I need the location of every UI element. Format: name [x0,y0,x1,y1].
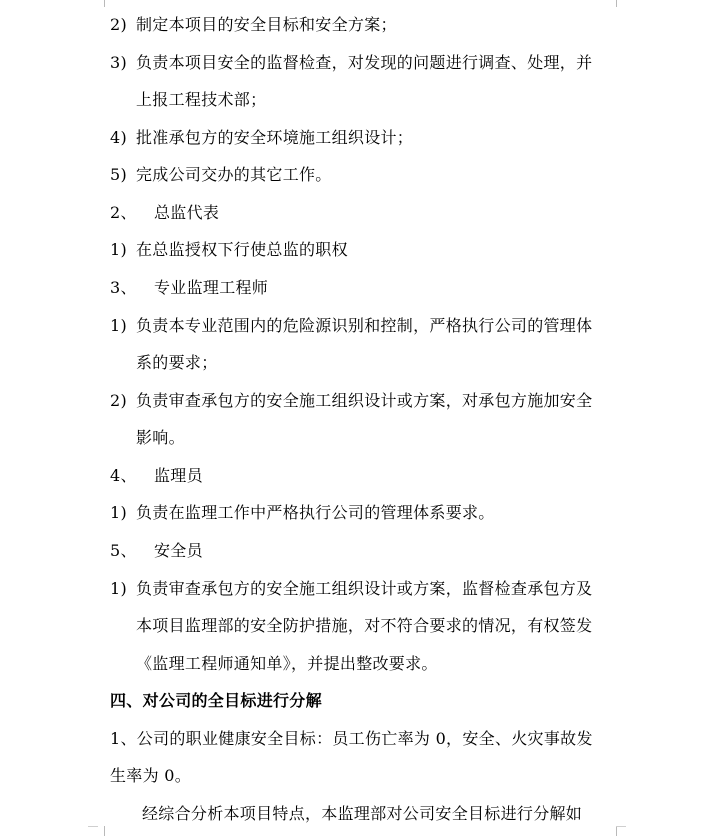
item-number: 1) [110,240,128,259]
item-text: 影响。 [136,428,185,447]
section-heading [110,200,219,223]
paragraph-line: 1、公司的职业健康安全目标：员工伤亡率为 0，安全、火灾事故发 [110,729,593,748]
list-item-continuation [110,425,185,448]
section-heading [110,463,203,486]
item-text: 负责审查承包方的安全施工组织设计或方案，对承包方施加安全 [136,391,593,410]
item-number: 1) [110,579,128,598]
item-text: 负责在监理工作中严格执行公司的管理体系要求。 [136,503,495,522]
page-margin-mark [616,826,626,827]
item-text: 批准承包方的安全环境施工组织设计； [136,128,414,147]
item-text: 负责审查承包方的安全施工组织设计或方案，监督检查承包方及 [136,579,593,598]
list-item-continuation [110,651,438,674]
section-title: 总监代表 [154,203,220,222]
item-text: 《监理工程师通知单》，并提出整改要求。 [136,654,438,673]
paragraph-line: 生率为 0。 [110,766,192,785]
item-number: 1) [110,503,128,522]
list-item [110,125,413,148]
item-text: 负责本项目安全的监督检查，对发现的问题进行调查、处理，并 [136,53,593,72]
paragraph-line: 经综合分析本项目特点，本监理部对公司安全目标进行分解如 [142,804,583,823]
section-title: 专业监理工程师 [154,278,269,297]
chapter-heading: 四、对公司的全目标进行分解 [110,691,322,710]
list-item [110,12,397,35]
section-heading [110,538,203,561]
section-number: 4、 [110,466,137,485]
item-number: 5) [110,165,128,184]
list-item [110,50,592,73]
item-number: 4) [110,128,128,147]
section-title: 监理员 [154,466,203,485]
item-number: 2) [110,15,128,34]
list-item [110,237,348,260]
page-corner-mark [97,0,105,7]
item-text: 制定本项目的安全目标和安全方案； [136,15,397,34]
page-margin-mark [88,826,98,827]
item-text: 完成公司交办的其它工作。 [136,165,332,184]
item-number: 1) [110,316,128,335]
list-item-continuation [110,613,592,636]
section-number: 5、 [110,541,137,560]
page-corner-mark [97,826,105,836]
list-item [110,162,332,185]
list-item-continuation [110,350,218,373]
item-number: 2) [110,391,128,410]
item-text: 负责本专业范围内的危险源识别和控制，严格执行公司的管理体 [136,316,593,335]
section-number: 2、 [110,203,137,222]
section-heading [110,275,268,298]
item-number: 3) [110,53,128,72]
item-text: 系的要求； [136,353,218,372]
list-item [110,576,592,599]
section-number: 3、 [110,278,137,297]
section-title: 安全员 [154,541,203,560]
list-item [110,388,592,411]
list-item [110,500,495,523]
page-corner-mark [616,0,624,7]
page-corner-mark [616,826,624,836]
item-text: 本项目监理部的安全防护措施，对不符合要求的情况，有权签发 [136,616,593,635]
list-item-continuation [110,87,266,110]
list-item [110,313,592,336]
item-text: 上报工程技术部； [136,90,267,109]
item-text: 在总监授权下行使总监的职权 [136,240,348,259]
